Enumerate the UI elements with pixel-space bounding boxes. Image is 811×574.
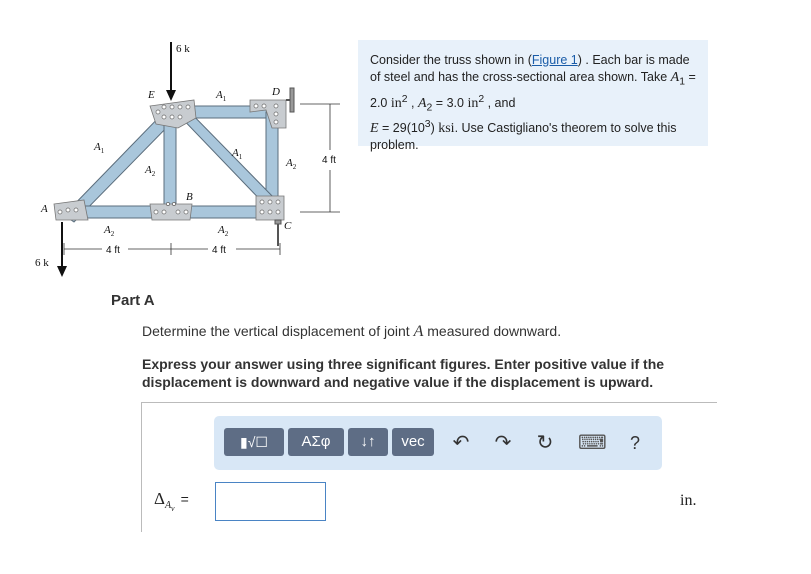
templates-button[interactable]: ▮√☐	[224, 428, 284, 456]
greek-symbols-button[interactable]: ΑΣφ	[288, 428, 344, 456]
load-arrow-left	[57, 222, 67, 277]
dimension-height-label: 4 ft	[322, 155, 336, 166]
joint-a-label: A	[41, 203, 48, 215]
joint-e-label: E	[148, 89, 155, 101]
gusset-c	[256, 196, 284, 220]
math-toolbar	[214, 416, 662, 470]
bar-ed-area-label: $A_1$	[216, 89, 227, 103]
roller-support-c	[275, 220, 281, 246]
subscript-superscript-button[interactable]: ↓↑	[348, 428, 388, 456]
undo-icon[interactable]: ↶	[452, 432, 470, 454]
dimension-left-label: 4 ft	[106, 245, 120, 256]
truss-figure	[0, 0, 360, 290]
reset-icon[interactable]: ↻	[536, 432, 554, 454]
dimension-right-label: 4 ft	[212, 245, 226, 256]
answer-input[interactable]	[215, 482, 326, 521]
bar-ae-area-label: $A_1$	[94, 141, 105, 155]
vector-button[interactable]: vec	[392, 428, 434, 456]
joint-b-label: B	[186, 191, 193, 203]
bar-dc-area-label: $A_2$	[286, 157, 297, 171]
redo-icon[interactable]: ↷	[494, 432, 512, 454]
bar-eb-area-label: $A_2$	[145, 164, 156, 178]
keyboard-icon[interactable]: ⌨	[578, 432, 607, 454]
instruction-text: Express your answer using three significant figures. Enter positive value if the displacement is downward and negative value if the displacement is upward.	[142, 356, 665, 390]
question-text: Determine the vertical displacement of joint A measured downward.	[142, 323, 562, 340]
bar-ec-area-label: $A_1$	[232, 147, 243, 161]
joint-d-label: D	[272, 86, 280, 98]
answer-unit: in.	[680, 492, 697, 509]
help-icon[interactable]: ?	[629, 433, 640, 453]
load-arrow-top	[166, 42, 176, 101]
answer-label: $\Delta_{A_v}=$	[154, 489, 189, 514]
part-title: Part A	[111, 292, 155, 309]
joint-c-label: C	[284, 220, 292, 232]
bar-bc-area-label: $A_2$	[218, 224, 229, 238]
problem-statement: Consider the truss shown in (Figure 1) . Each bar is made of steel and has the cross-sectional area shown. Take $A_1 = 2.0$ $in^2$ , $A_2 = 3.0$ $in^2$ , and $E = 29(10^3)$ ksi. Use Castigliano's theorem to solve this problem.	[358, 40, 708, 146]
figure-link[interactable]: Figure 1	[531, 53, 578, 67]
pin-support-d	[286, 88, 294, 112]
load-left-label: 6 k	[35, 257, 49, 269]
bar-ab-area-label: $A_2$	[104, 224, 115, 238]
load-top-label: 6 k	[176, 43, 190, 55]
